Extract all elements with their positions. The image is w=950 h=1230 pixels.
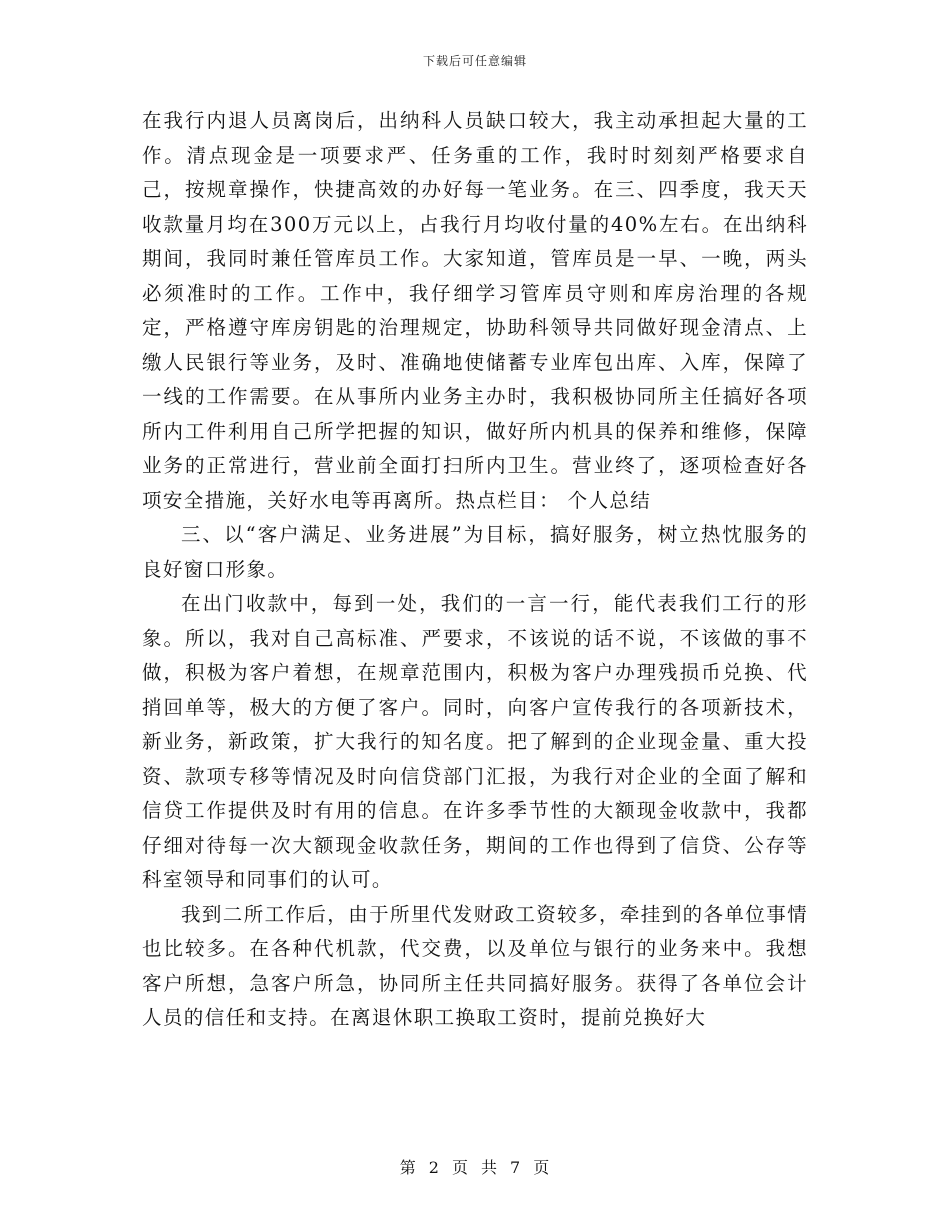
- document-body: [142, 104, 808, 1036]
- total-pages-number: 7: [510, 1158, 522, 1177]
- current-page-number: 2: [428, 1158, 440, 1177]
- page-header: 下载后可任意编辑: [422, 54, 527, 68]
- footer-suffix: 页: [533, 1158, 551, 1177]
- footer-page-word: 页: [451, 1158, 469, 1177]
- footer-prefix: 第: [399, 1158, 417, 1177]
- footer-total-word: 共: [481, 1158, 499, 1177]
- page-footer: [0, 1155, 950, 1178]
- paragraph: 我到二所工作后，由于所里代发财政工资较多，牵挂到的各单位事情也比较多。在各种代机款，代交费，以及单位与银行的业务来中。我想客户所想，急客户所急，协同所主任共同搞好服务。获得了各单位会计人员的信任和支持。在离退休职工换取工资时，提前兑换好大: [142, 902, 809, 1029]
- paragraph: 在我行内退人员离岗后，出纳科人员缺口较大，我主动承担起大量的工作。清点现金是一项要求严、任务重的工作，我时时刻刻严格要求自己，按规章操作，快捷高效的办好每一笔业务。在三、四季度，我天天收款量月均在300万元以上，占我行月均收付量的40%左右。在出纳科期间，我同时兼任管库员工作。大家知道，管库员是一早、一晚，两头必须准时的工作。工作中，我仔细学习管库员守则和库房治理的各规定，严格遵守库房钥匙的治理规定，协助科领导共同做好现金清点、上缴人民银行等业务，及时、准确地使储蓄专业库包出库、入库，保障了一线的工作需要。在从事所内业务主办时，我积极协同所主任搞好各项所内工件利用自己所学把握的知识，做好所内机具的保养和维修，保障业务的正常进行，营业前全面打扫所内卫生。营业终了，逐项检查好各项安全措施，关好水电等再离所。热点栏目： 个人总结: [142, 109, 808, 512]
- paragraph: 在出门收款中，每到一处，我们的一言一行，能代表我们工行的形象。所以，我对自己高标准、严要求，不该说的话不说，不该做的事不做，积极为客户着想，在规章范围内，积极为客户办理残损币兑换、代捎回单等，极大的方便了客户。同时，向客户宣传我行的各项新技术，新业务，新政策，扩大我行的知名度。把了解到的企业现金量、重大投资、款项专移等情况及时向信贷部门汇报，为我行对企业的全面了解和信贷工作提供及时有用的信息。在许多季节性的大额现金收款中，我都仔细对待每一次大额现金收款任务，期间的工作也得到了信贷、公存等科室领导和同事们的认可。: [142, 592, 808, 891]
- paragraph: 三、以“客户满足、业务进展”为目标，搞好服务，树立热忱服务的良好窗口形象。: [142, 523, 808, 581]
